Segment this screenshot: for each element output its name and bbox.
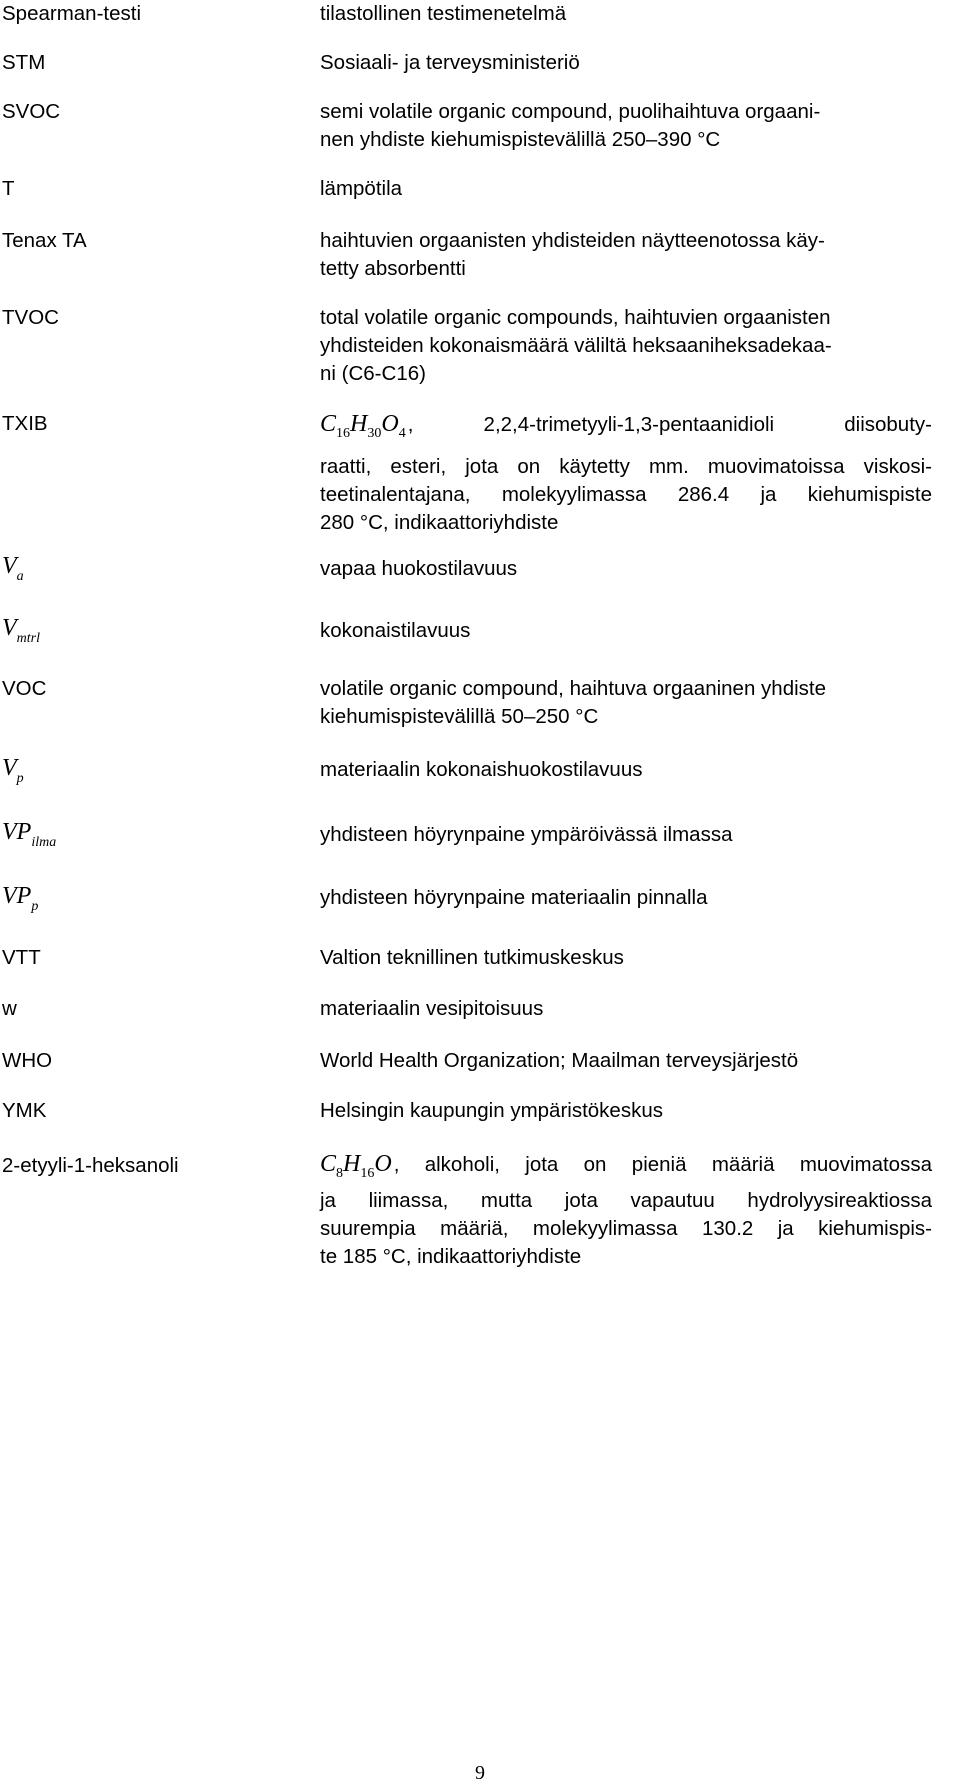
page-number: 9 (475, 1762, 485, 1784)
term-tvoc: TVOC (2, 306, 59, 329)
term-tenax-ta: Tenax TA (2, 229, 87, 252)
definition-line: semi volatile organic compound, puolihaihtuva orgaani- (320, 100, 821, 123)
definition-line: te 185 °C, indikaattoriyhdiste (320, 1245, 582, 1268)
definition-svoc (320, 98, 932, 154)
definition-line: 280 °C, indikaattoriyhdiste (320, 511, 559, 534)
definition-spearman-testi: tilastollinen testimenetelmä (320, 2, 567, 25)
definition-first-text: , alkoholi, jota on pieniä määriä muovimatossa (393, 1153, 932, 1176)
term-txib: TXIB (2, 412, 48, 435)
term-ymk: YMK (2, 1099, 47, 1122)
definition-vp-p: yhdisteen höyrynpaine materiaalin pinnalla (320, 886, 708, 909)
definition-txib (320, 410, 932, 537)
term-v-p: $V_p$ (2, 755, 24, 786)
definition-line: haihtuvien orgaanisten yhdisteiden näytteenotossa käy- (320, 229, 825, 252)
definition-line: yhdisteiden kokonaismäärä väliltä heksaaniheksadekaa- (320, 334, 832, 357)
definition-line: nen yhdiste kiehumispistevälillä 250–390 °C (320, 128, 721, 151)
definition-2-etyyli-1-heksanoli (320, 1150, 932, 1271)
term-who: WHO (2, 1049, 53, 1072)
term-2-etyyli-1-heksanoli: 2-etyyli-1-heksanoli (2, 1154, 179, 1177)
definition-line: tetty absorbentti (320, 257, 466, 280)
definition-first-line (320, 1150, 932, 1179)
definition-line: raatti, esteri, jota on käytetty mm. muovimatoissa viskosi- (320, 455, 932, 478)
term-w: w (2, 997, 17, 1020)
definition-line: teetinalentajana, molekyylimassa 286.4 ja kiehumispiste (320, 483, 932, 506)
term-vtt: VTT (2, 946, 41, 969)
definition-v-a: vapaa huokostilavuus (320, 557, 518, 580)
term-t: T (2, 177, 15, 200)
term-stm: STM (2, 51, 46, 74)
term-v-mtrl: $V_{mtrl}$ (2, 615, 41, 646)
definition-line: ni (C6-C16) (320, 362, 426, 385)
definition-stm: Sosiaali- ja terveysministeriö (320, 51, 580, 74)
definition-vtt: Valtion teknillinen tutkimuskeskus (320, 946, 624, 969)
definition-ymk: Helsingin kaupungin ympäristökeskus (320, 1099, 663, 1122)
definition-first-text: , 2,2,4-trimetyyli-1,3-pentaanidioli diisobuty- (407, 413, 932, 436)
chemical-formula: $C_{16}H_{30}O_4$ (320, 411, 406, 441)
term-vp-ilma: $VP_{ilma}$ (2, 819, 57, 850)
chemical-formula: $C_8H_{16}O$ (320, 1151, 392, 1181)
definition-v-mtrl: kokonaistilavuus (320, 619, 471, 642)
term-v-a: $V_a$ (2, 553, 24, 584)
definition-line: suurempia määriä, molekyylimassa 130.2 ja kiehumispis- (320, 1217, 932, 1240)
definition-line: volatile organic compound, haihtuva orgaaninen yhdiste (320, 677, 827, 700)
term-spearman-testi: Spearman-testi (2, 2, 142, 25)
definition-vp-ilma: yhdisteen höyrynpaine ympäröivässä ilmassa (320, 823, 733, 846)
definition-who: World Health Organization; Maailman terveysjärjestö (320, 1049, 799, 1072)
definition-v-p: materiaalin kokonaishuokostilavuus (320, 758, 643, 781)
term-vp-p: $VP_p$ (2, 883, 39, 914)
definition-t: lämpötila (320, 177, 403, 200)
definition-voc (320, 675, 932, 731)
definition-first-line (320, 410, 932, 439)
term-voc: VOC (2, 677, 47, 700)
definition-tvoc (320, 304, 932, 388)
definition-tenax-ta (320, 227, 932, 283)
definition-line: kiehumispistevälillä 50–250 °C (320, 705, 599, 728)
definition-line: ja liimassa, mutta jota vapautuu hydrolyysireaktiossa (320, 1189, 932, 1212)
definition-line: total volatile organic compounds, haihtuvien orgaanisten (320, 306, 831, 329)
definition-w: materiaalin vesipitoisuus (320, 997, 544, 1020)
term-svoc: SVOC (2, 100, 61, 123)
